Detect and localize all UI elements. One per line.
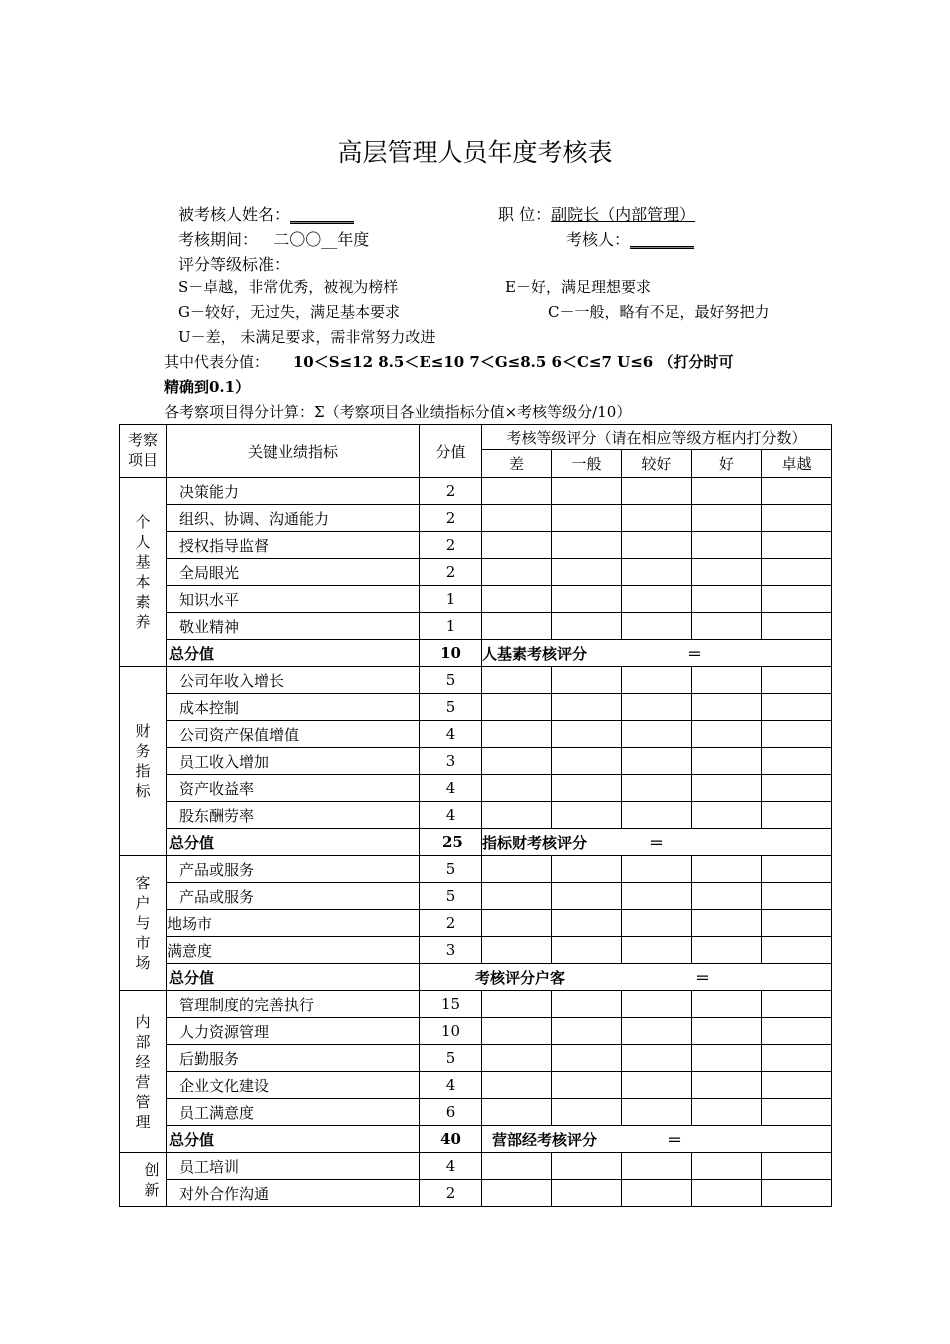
formula: 各考察项目得分计算：Σ（考察项目各业绩指标分值×考核等级分/10）: [164, 403, 632, 421]
grade-input-cell[interactable]: [692, 478, 762, 505]
total-score: 40: [420, 1126, 482, 1153]
score-cell: 2: [420, 910, 482, 937]
grade-header-fair: 一般: [552, 450, 622, 478]
grade-input-cell[interactable]: [622, 937, 692, 964]
grade-input-cell[interactable]: [482, 748, 552, 775]
total-rating-text: 营部经考核评分: [492, 1130, 598, 1149]
grade-input-cell[interactable]: [482, 667, 552, 694]
grade-input-cell[interactable]: [622, 532, 692, 559]
equals-sign: ＝: [649, 833, 665, 852]
grade-input-cell[interactable]: [622, 991, 692, 1018]
grade-input-cell[interactable]: [552, 1153, 622, 1180]
kpi-cell: 决策能力: [167, 478, 420, 505]
grade-input-cell[interactable]: [552, 991, 622, 1018]
grade-input-cell[interactable]: [762, 1180, 832, 1207]
table-row: [120, 937, 832, 964]
score-cell: 2: [420, 505, 482, 532]
grade-input-cell[interactable]: [482, 1018, 552, 1045]
kpi-cell: 员工收入增加: [167, 748, 420, 775]
grade-input-cell[interactable]: [622, 478, 692, 505]
table-row: [120, 883, 832, 910]
score-cell: 3: [420, 937, 482, 964]
category-text: 客户与市场: [135, 874, 151, 972]
grade-input-cell[interactable]: [622, 883, 692, 910]
grade-input-cell[interactable]: [622, 910, 692, 937]
total-label: 总分值: [167, 964, 420, 991]
grade-input-cell[interactable]: [482, 1099, 552, 1126]
category-cell: [120, 856, 167, 991]
score-cell: 5: [420, 883, 482, 910]
col-grade-header: 考核等级评分（请在相应等级方框内打分数）: [482, 425, 832, 450]
kpi-cell: 资产收益率: [167, 775, 420, 802]
grade-input-cell[interactable]: [762, 856, 832, 883]
grade-input-cell[interactable]: [482, 478, 552, 505]
grade-input-cell[interactable]: [552, 883, 622, 910]
grade-input-cell[interactable]: [552, 775, 622, 802]
grade-input-cell[interactable]: [762, 1072, 832, 1099]
score-cell: 4: [420, 802, 482, 829]
assessor-blank[interactable]: ________: [630, 230, 695, 249]
grade-input-cell[interactable]: [482, 775, 552, 802]
grade-input-cell[interactable]: [482, 532, 552, 559]
table-row: [120, 1180, 832, 1207]
score-cell: 10: [420, 1018, 482, 1045]
grade-input-cell[interactable]: [762, 721, 832, 748]
category-cell: [120, 991, 167, 1153]
grade-input-cell[interactable]: [482, 1045, 552, 1072]
grade-input-cell[interactable]: [482, 1180, 552, 1207]
score-cell: 2: [420, 559, 482, 586]
grade-input-cell[interactable]: [552, 802, 622, 829]
total-rating-text: 考核评分户客: [475, 968, 566, 987]
score-cell: 5: [420, 694, 482, 721]
grade-input-cell[interactable]: [552, 694, 622, 721]
grade-input-cell[interactable]: [482, 1072, 552, 1099]
table-row: [120, 694, 832, 721]
grade-input-cell[interactable]: [762, 478, 832, 505]
col-item-header: [120, 425, 167, 478]
grade-input-cell[interactable]: [622, 667, 692, 694]
grade-u: U－差， 未满足要求，需非常努力改进: [178, 328, 436, 346]
grade-input-cell[interactable]: [552, 748, 622, 775]
total-label: 总分值: [167, 640, 420, 667]
kpi-cell: 全局眼光: [167, 559, 420, 586]
grade-input-cell[interactable]: [692, 748, 762, 775]
position-label: 职 位：: [498, 205, 552, 224]
values-ranges: 10＜S≤12 8.5＜E≤10 7＜G≤8.5 6＜C≤7 U≤6 （打分时可: [292, 353, 734, 371]
grade-input-cell[interactable]: [552, 559, 622, 586]
grade-header-poor: 差: [482, 450, 552, 478]
score-cell: 6: [420, 1099, 482, 1126]
grade-input-cell[interactable]: [762, 505, 832, 532]
table-row: [120, 505, 832, 532]
kpi-cell: 知识水平: [167, 586, 420, 613]
score-cell: 1: [420, 586, 482, 613]
grade-input-cell[interactable]: [692, 586, 762, 613]
grade-input-cell[interactable]: [692, 1072, 762, 1099]
grade-input-cell[interactable]: [552, 478, 622, 505]
kpi-cell: 人力资源管理: [167, 1018, 420, 1045]
table-row: [120, 478, 832, 505]
score-cell: 2: [420, 1180, 482, 1207]
grade-g: G－较好，无过失，满足基本要求: [178, 303, 400, 321]
total-rating-text: 人基素考核评分: [482, 644, 588, 663]
kpi-cell: 敬业精神: [167, 613, 420, 640]
grade-input-cell[interactable]: [692, 532, 762, 559]
grade-input-cell[interactable]: [762, 667, 832, 694]
grade-input-cell[interactable]: [482, 856, 552, 883]
table-row: [120, 613, 832, 640]
grade-input-cell[interactable]: [622, 775, 692, 802]
total-rating: [420, 964, 832, 991]
grade-input-cell[interactable]: [762, 802, 832, 829]
table-row: [120, 1099, 832, 1126]
values-precision: 精确到0.1）: [164, 378, 251, 396]
grade-input-cell[interactable]: [622, 748, 692, 775]
table-row: [120, 1072, 832, 1099]
period-value[interactable]: 二〇〇__年度: [273, 230, 370, 249]
grade-input-cell[interactable]: [552, 1180, 622, 1207]
grade-input-cell[interactable]: [622, 802, 692, 829]
grade-input-cell[interactable]: [622, 559, 692, 586]
grade-input-cell[interactable]: [762, 775, 832, 802]
category-cell: [120, 1153, 167, 1207]
name-label-text: 被考核人姓名：: [178, 205, 291, 224]
grade-input-cell[interactable]: [762, 748, 832, 775]
grade-input-cell[interactable]: [692, 694, 762, 721]
grade-input-cell[interactable]: [482, 883, 552, 910]
equals-sign: ＝: [687, 644, 703, 663]
col-kpi-header: 关键业绩指标: [167, 425, 420, 478]
period-label: 考核期间：: [178, 230, 259, 249]
grade-header-excellent: 卓越: [762, 450, 832, 478]
grade-input-cell[interactable]: [552, 1018, 622, 1045]
grade-input-cell[interactable]: [692, 613, 762, 640]
kpi-cell: 股东酬劳率: [167, 802, 420, 829]
col-score-header: 分值: [420, 425, 482, 478]
total-row: [120, 829, 832, 856]
grade-header-very-good: 好: [692, 450, 762, 478]
grade-input-cell[interactable]: [482, 802, 552, 829]
grade-input-cell[interactable]: [482, 694, 552, 721]
grade-input-cell[interactable]: [622, 1045, 692, 1072]
total-row: [120, 964, 832, 991]
grade-input-cell[interactable]: [552, 910, 622, 937]
table-row: [120, 802, 832, 829]
header-row-1: [120, 425, 832, 450]
equals-sign: ＝: [667, 1130, 683, 1149]
grade-input-cell[interactable]: [482, 505, 552, 532]
grade-input-cell[interactable]: [692, 1045, 762, 1072]
kpi-cell: 企业文化建设: [167, 1072, 420, 1099]
grade-input-cell[interactable]: [552, 613, 622, 640]
grade-input-cell[interactable]: [552, 1045, 622, 1072]
score-cell: 5: [420, 1045, 482, 1072]
score-cell: 3: [420, 748, 482, 775]
score-cell: 2: [420, 478, 482, 505]
grade-input-cell[interactable]: [482, 559, 552, 586]
name-label: [178, 202, 354, 225]
criteria-label: 评分等级标准：: [178, 255, 291, 274]
assessment-table: [119, 424, 832, 1207]
total-rating-text: 指标财考核评分: [482, 833, 588, 852]
kpi-cell: 满意度: [167, 937, 420, 964]
grade-input-cell[interactable]: [762, 613, 832, 640]
table-row: [120, 856, 832, 883]
grade-input-cell[interactable]: [482, 721, 552, 748]
total-rating: [482, 640, 832, 667]
grade-input-cell[interactable]: [622, 1153, 692, 1180]
grade-input-cell[interactable]: [482, 991, 552, 1018]
kpi-cell: 管理制度的完善执行: [167, 991, 420, 1018]
grade-input-cell[interactable]: [622, 1072, 692, 1099]
category-cell: [120, 478, 167, 667]
total-rating: [482, 1126, 832, 1153]
table-row: [120, 532, 832, 559]
score-cell: 5: [420, 856, 482, 883]
grade-input-cell[interactable]: [622, 505, 692, 532]
grade-input-cell[interactable]: [692, 559, 762, 586]
grade-input-cell[interactable]: [692, 1180, 762, 1207]
table-row: [120, 721, 832, 748]
kpi-cell: 员工满意度: [167, 1099, 420, 1126]
table-row: [120, 1045, 832, 1072]
grade-input-cell[interactable]: [762, 694, 832, 721]
score-cell: 4: [420, 775, 482, 802]
category-text: 内部经营管理: [135, 1012, 151, 1131]
grade-input-cell[interactable]: [692, 1153, 762, 1180]
grade-input-cell[interactable]: [692, 1018, 762, 1045]
total-score: 25: [420, 829, 482, 856]
grade-input-cell[interactable]: [552, 1099, 622, 1126]
score-cell: 5: [420, 667, 482, 694]
grade-input-cell[interactable]: [762, 937, 832, 964]
grade-input-cell[interactable]: [692, 883, 762, 910]
grade-input-cell[interactable]: [762, 1099, 832, 1126]
kpi-cell: 员工培训: [167, 1153, 420, 1180]
kpi-cell: 授权指导监督: [167, 532, 420, 559]
kpi-cell: 后勤服务: [167, 1045, 420, 1072]
grade-input-cell[interactable]: [762, 991, 832, 1018]
assessor-field: [566, 227, 694, 250]
grade-input-cell[interactable]: [762, 586, 832, 613]
grade-e: E－好，满足理想要求: [505, 278, 651, 296]
score-cell: 4: [420, 1072, 482, 1099]
grade-input-cell[interactable]: [552, 505, 622, 532]
grade-input-cell[interactable]: [552, 586, 622, 613]
grade-input-cell[interactable]: [482, 937, 552, 964]
category-cell: [120, 667, 167, 856]
grade-input-cell[interactable]: [762, 910, 832, 937]
grade-input-cell[interactable]: [692, 991, 762, 1018]
grade-input-cell[interactable]: [762, 532, 832, 559]
table-row: [120, 910, 832, 937]
grade-input-cell[interactable]: [482, 586, 552, 613]
score-cell: 4: [420, 1153, 482, 1180]
equals-sign: ＝: [695, 968, 711, 987]
grade-input-cell[interactable]: [552, 721, 622, 748]
total-score: 10: [420, 640, 482, 667]
grade-input-cell[interactable]: [692, 856, 762, 883]
grade-input-cell[interactable]: [622, 613, 692, 640]
score-cell: 2: [420, 532, 482, 559]
grade-input-cell[interactable]: [692, 721, 762, 748]
grade-input-cell[interactable]: [762, 1018, 832, 1045]
score-cell: 4: [420, 721, 482, 748]
total-label: 总分值: [167, 829, 420, 856]
grade-input-cell[interactable]: [762, 1153, 832, 1180]
grade-input-cell[interactable]: [622, 1099, 692, 1126]
grade-input-cell[interactable]: [692, 910, 762, 937]
kpi-cell: 公司年收入增长: [167, 667, 420, 694]
grade-input-cell[interactable]: [622, 586, 692, 613]
category-text: 个人基本素养: [135, 513, 151, 631]
grade-header-good: 较好: [622, 450, 692, 478]
position-value[interactable]: 副院长（内部管理）: [551, 205, 696, 224]
table-row: [120, 586, 832, 613]
grade-input-cell[interactable]: [622, 721, 692, 748]
total-label: 总分值: [167, 1126, 420, 1153]
grade-input-cell[interactable]: [552, 856, 622, 883]
table-row: [120, 991, 832, 1018]
grade-input-cell[interactable]: [692, 505, 762, 532]
grade-input-cell[interactable]: [552, 667, 622, 694]
score-cell: 15: [420, 991, 482, 1018]
grade-c: C－一般，略有不足，最好努把力: [548, 303, 770, 321]
grade-input-cell[interactable]: [692, 802, 762, 829]
grade-input-cell[interactable]: [552, 1072, 622, 1099]
grade-input-cell[interactable]: [762, 559, 832, 586]
grade-input-cell[interactable]: [552, 937, 622, 964]
grade-input-cell[interactable]: [482, 1153, 552, 1180]
table-row: [120, 559, 832, 586]
grade-input-cell[interactable]: [762, 883, 832, 910]
kpi-cell: 地场市: [167, 910, 420, 937]
table-row: [120, 1018, 832, 1045]
grade-input-cell[interactable]: [482, 910, 552, 937]
grade-s: S－卓越，非常优秀，被视为榜样: [178, 278, 399, 296]
category-text: 创新: [144, 1160, 160, 1199]
grade-input-cell[interactable]: [622, 856, 692, 883]
name-blank[interactable]: ________: [290, 205, 355, 224]
period-field: [178, 227, 369, 250]
table-row: [120, 748, 832, 775]
col-item-text: 考察项目: [127, 431, 158, 469]
kpi-cell: 产品或服务: [167, 883, 420, 910]
category-text: 财务指标: [135, 722, 151, 800]
kpi-cell: 组织、协调、沟通能力: [167, 505, 420, 532]
grade-input-cell[interactable]: [762, 1045, 832, 1072]
values-label: 其中代表分值：: [164, 353, 270, 371]
kpi-cell: 成本控制: [167, 694, 420, 721]
table-row: [120, 775, 832, 802]
total-rating: [482, 829, 832, 856]
grade-input-cell[interactable]: [692, 775, 762, 802]
values-line: [164, 351, 733, 372]
position-field: [498, 202, 695, 225]
grade-input-cell[interactable]: [692, 667, 762, 694]
kpi-cell: 产品或服务: [167, 856, 420, 883]
grade-input-cell[interactable]: [622, 1018, 692, 1045]
grade-input-cell[interactable]: [622, 1180, 692, 1207]
grade-input-cell[interactable]: [482, 613, 552, 640]
kpi-cell: 对外合作沟通: [167, 1180, 420, 1207]
page-title: 高层管理人员年度考核表: [337, 138, 613, 167]
total-row: [120, 1126, 832, 1153]
total-row: [120, 640, 832, 667]
table-row: [120, 667, 832, 694]
table-row: [120, 1153, 832, 1180]
score-cell: 1: [420, 613, 482, 640]
kpi-cell: 公司资产保值增值: [167, 721, 420, 748]
grade-input-cell[interactable]: [692, 1099, 762, 1126]
grade-input-cell[interactable]: [552, 532, 622, 559]
grade-input-cell[interactable]: [622, 694, 692, 721]
assessor-label: 考核人：: [566, 230, 631, 249]
grade-input-cell[interactable]: [692, 937, 762, 964]
